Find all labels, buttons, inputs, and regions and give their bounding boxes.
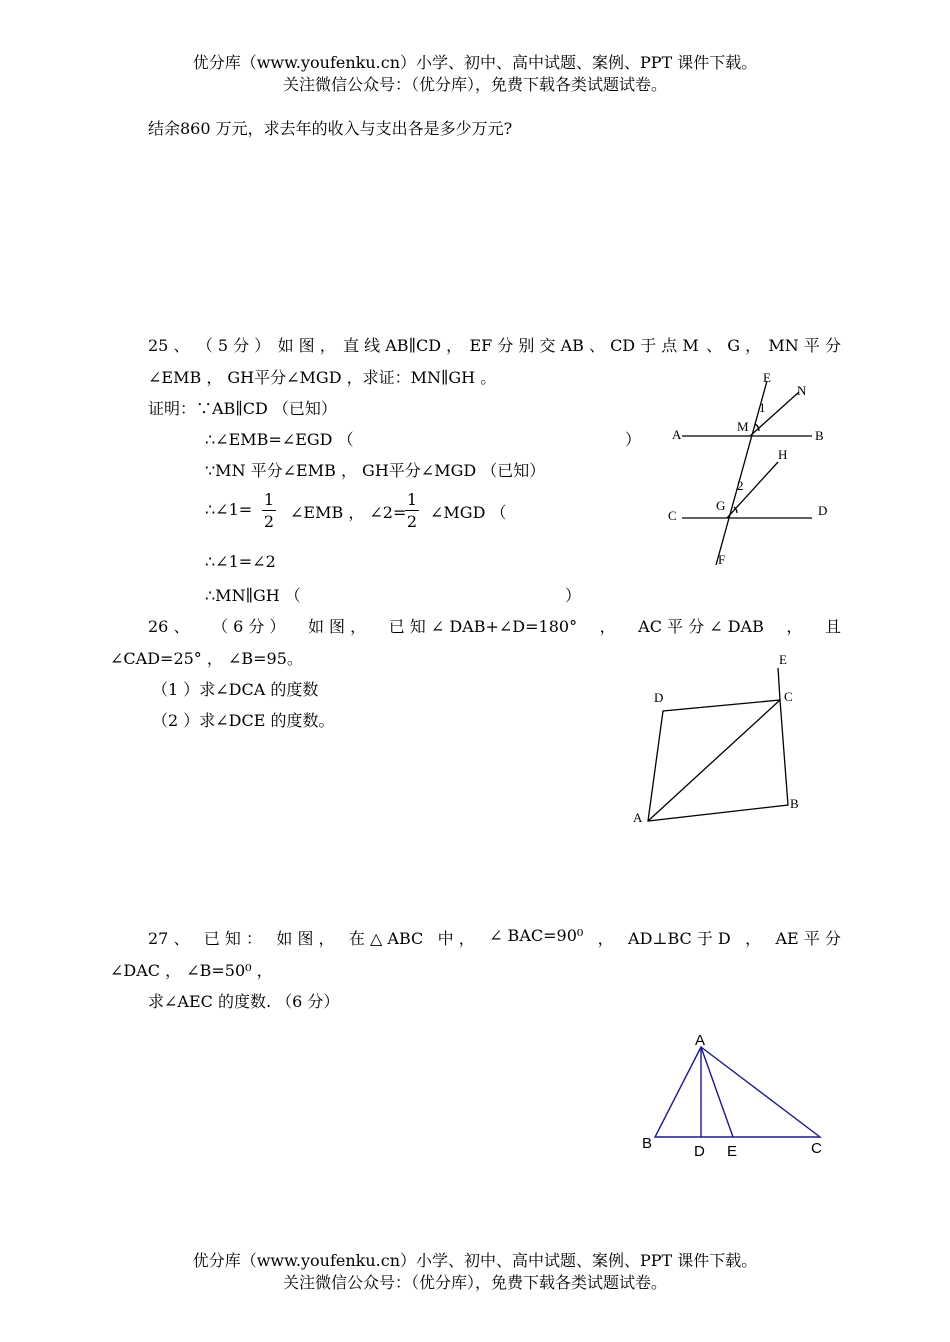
- header-line-1: 优分库（www.youfenku.cn）小学、初中、高中试题、案例、PPT 课件下载。: [192, 53, 758, 72]
- label-d: D: [654, 690, 664, 705]
- q26-sub-1: （1 ）求∠DCA 的度数: [152, 680, 319, 699]
- q26-line-2: ∠CAD=25° ， ∠B=95。: [110, 649, 303, 668]
- label-a: A: [633, 810, 643, 825]
- bisector-ae: [701, 1047, 733, 1137]
- label-e: E: [779, 652, 787, 667]
- label-h: H: [778, 447, 788, 462]
- q25-proof-2: ∴∠EMB=∠EGD （: [205, 430, 354, 449]
- q27-line-2: ∠DAC ， ∠B=50⁰ ，: [110, 961, 273, 980]
- label-e: E: [727, 1143, 738, 1160]
- q25-proof-4c: ∠MGD （: [430, 503, 507, 522]
- header-line-2: 关注微信公众号：（优分库），免费下载各类试题试卷。: [282, 75, 667, 94]
- label-angle-1: 1: [759, 400, 766, 415]
- footer-line-2: 关注微信公众号：（优分库），免费下载各类试题试卷。: [282, 1273, 667, 1292]
- q27-line-1: 27 、 已 知 ： 如 图 ， 在 △ ABC 中 ， ∠ BAC=90⁰ ， AD⊥BC 于 D ， AE 平 分: [148, 926, 841, 948]
- footer-line-1: 优分库（www.youfenku.cn）小学、初中、高中试题、案例、PPT 课件下载。: [192, 1251, 758, 1270]
- label-b: B: [815, 428, 824, 443]
- q25-line-2: ∠EMB ， GH平分∠MGD ，求证：MN∥GH 。: [148, 368, 497, 387]
- q27-line-3: 求∠AEC 的度数. （6 分）: [148, 992, 340, 1011]
- diagonal-ac: [648, 700, 780, 821]
- label-f: F: [718, 552, 726, 567]
- label-a: A: [672, 427, 682, 442]
- q26-line-1: 26 、 （ 6 分 ） 如 图 ， 已 知 ∠ DAB+∠D=180° ， AC 平 分 ∠ DAB ， 且: [148, 617, 841, 636]
- q26-figure: [625, 650, 815, 830]
- label-b: B: [642, 1135, 653, 1152]
- q25-proof-6-close: ）: [565, 586, 582, 605]
- q25-proof-3: ∵MN 平分∠EMB ， GH平分∠MGD （已知）: [205, 461, 546, 480]
- quadrilateral-abcd: [648, 700, 788, 821]
- label-b: B: [790, 796, 799, 811]
- q24-tail: 结余860 万元，求去年的收入与支出各是多少万元?: [148, 119, 513, 138]
- label-angle-2: 2: [737, 478, 744, 493]
- q25-proof-1: 证明：∵AB∥CD （已知）: [148, 399, 337, 418]
- q27-figure: [635, 1025, 835, 1165]
- q25-fraction-1: $\frac{1}{2}$: [263, 490, 275, 531]
- triangle-abc: [655, 1047, 820, 1137]
- label-c: C: [811, 1140, 822, 1157]
- extension-ce: [778, 668, 780, 700]
- q25-proof-5: ∴∠1=∠2: [205, 552, 276, 571]
- ray-gh: [727, 462, 778, 518]
- label-n: N: [797, 383, 807, 398]
- q25-line-1: 25 、 （ 5 分 ） 如 图 ， 直 线 AB∥CD ， EF 分 别 交 AB 、 CD 于 点 M 、 G ， MN 平 分: [148, 336, 841, 355]
- q25-proof-2-close: ）: [625, 430, 642, 449]
- q26-sub-2: （2 ）求∠DCE 的度数。: [152, 711, 335, 730]
- label-g: G: [716, 498, 726, 513]
- q25-proof-6: ∴MN∥GH （: [205, 586, 301, 605]
- label-c: C: [668, 508, 677, 523]
- q25-figure: [660, 365, 840, 575]
- label-c: C: [784, 689, 793, 704]
- q25-fraction-2: $\frac{1}{2}$: [406, 490, 418, 531]
- label-d: D: [694, 1143, 705, 1160]
- q25-proof-4a: ∴∠1=: [205, 500, 253, 519]
- label-e: E: [763, 370, 771, 385]
- label-a: A: [695, 1032, 706, 1049]
- q25-proof-4b: ∠EMB ， ∠2=: [290, 503, 407, 522]
- label-d: D: [818, 503, 828, 518]
- label-m: M: [737, 419, 749, 434]
